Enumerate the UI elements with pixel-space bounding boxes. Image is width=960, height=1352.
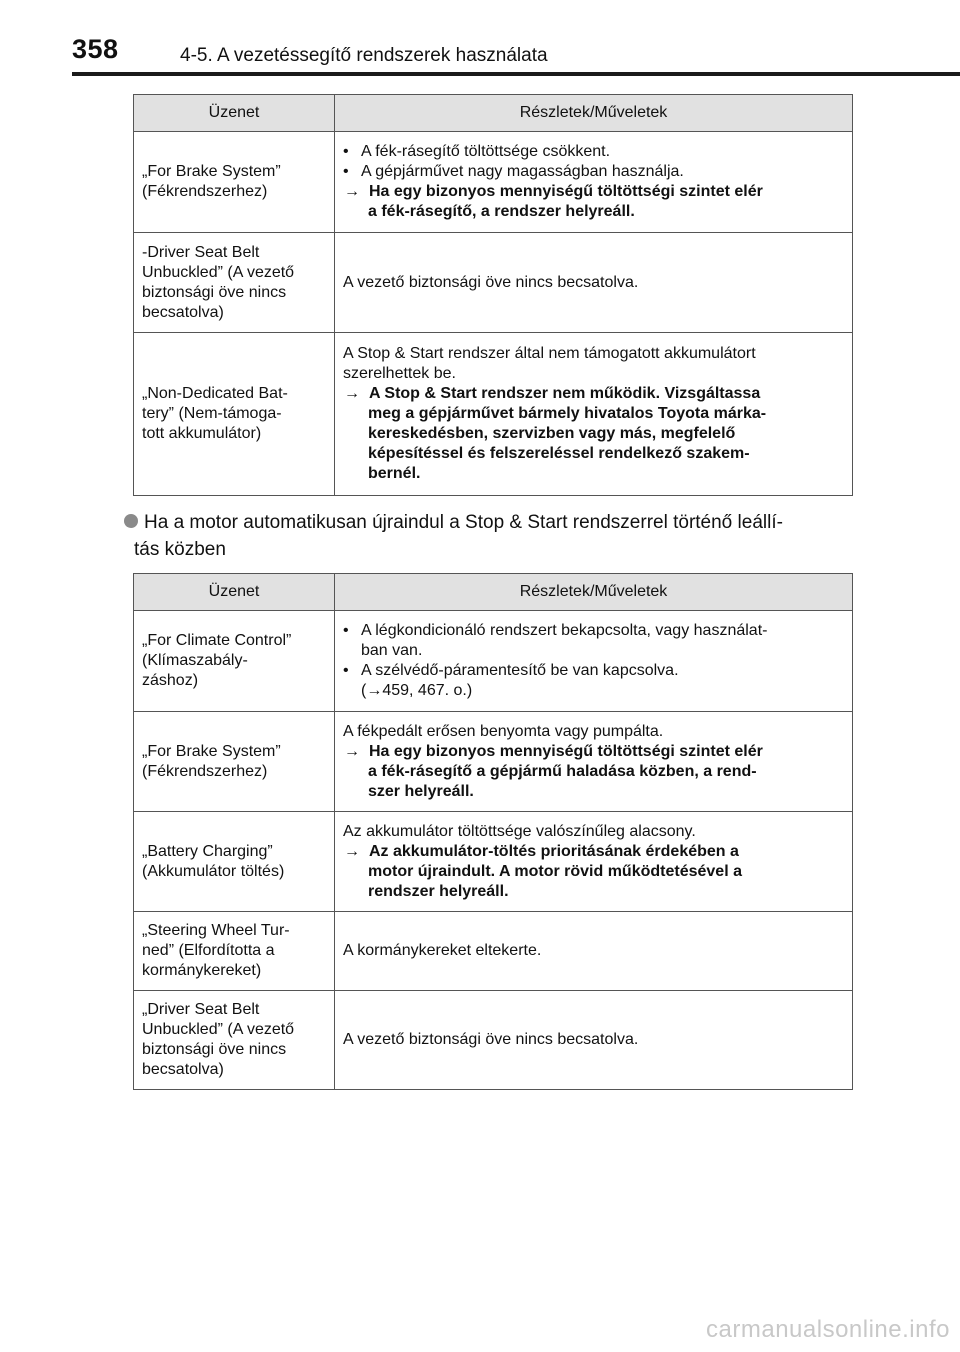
message-line: (Klímaszabály-	[142, 652, 248, 669]
bullet-continuation: ban van.	[361, 642, 423, 659]
message-line: „For Brake System”	[142, 163, 281, 180]
section-title: 4-5. A vezetéssegítő rendszerek használata	[180, 45, 548, 66]
bullet-text: A szélvédő-páramentesítő be van kapcsolva.	[361, 662, 679, 679]
message-line: „Non-Dedicated Bat-	[142, 385, 288, 402]
message-line: „Steering Wheel Tur-	[142, 922, 290, 939]
table-row	[134, 912, 853, 991]
message-line: biztonsági öve nincs	[142, 1041, 287, 1058]
details-cell	[335, 333, 853, 496]
action-line: bernél.	[368, 465, 421, 482]
table-row	[134, 991, 853, 1090]
table-row	[134, 812, 853, 912]
condition-heading	[124, 509, 859, 563]
message-line: „For Brake System”	[142, 742, 281, 760]
arrow-icon: →	[344, 842, 360, 860]
action-text: Ha egy bizonyos mennyiségű töltöttségi szintet elér	[369, 183, 763, 200]
action-line: szer helyreáll.	[368, 782, 474, 800]
detail-text: A kormánykereket eltekerte.	[343, 942, 542, 959]
table-header-row	[134, 95, 853, 132]
action-line: rendszer helyreáll.	[368, 882, 509, 900]
message-line: „For Climate Control”	[142, 632, 292, 649]
table-row	[134, 712, 853, 812]
bullet-text: A gépjárművet nagy magasságban használja.	[361, 163, 684, 180]
arrow-icon: →	[344, 183, 360, 200]
message-line: Unbuckled” (A vezető	[142, 1021, 295, 1038]
details-cell	[335, 233, 853, 333]
action-line: kereskedésben, szervizben vagy más, megfelelő	[368, 425, 736, 442]
details-cell	[335, 812, 853, 912]
details-cell	[335, 712, 853, 812]
watermark: carmanualsonline.info	[706, 1316, 950, 1343]
condition-line	[124, 509, 859, 536]
action-line: motor újraindult. A motor rövid működtetésével a	[368, 862, 742, 880]
action-line: képesítéssel és felszereléssel rendelkező szakem-	[368, 445, 750, 462]
message-line: -Driver Seat Belt	[142, 243, 260, 261]
action-text: A Stop & Start rendszer nem működik. Vizsgáltassa	[369, 385, 761, 402]
column-header-details: Részletek/Műveletek	[335, 95, 853, 132]
detail-line: szerelhettek be.	[343, 365, 456, 382]
message-cell	[134, 132, 335, 233]
table-row	[134, 233, 853, 333]
bullet-item	[343, 661, 844, 681]
bullet-marker: •	[343, 143, 349, 160]
details-cell	[335, 912, 853, 991]
message-line: becsatolva)	[142, 303, 224, 321]
message-table-1	[133, 94, 853, 496]
arrow-icon: →	[344, 385, 360, 402]
page-number: 358	[72, 34, 119, 64]
message-line: becsatolva)	[142, 1061, 224, 1078]
message-line: (Fékrendszerhez)	[142, 762, 268, 780]
bullet-text: A légkondicionáló rendszert bekapcsolta, vagy használat-	[361, 622, 768, 639]
action-item	[343, 742, 844, 762]
action-item	[343, 842, 844, 862]
action-text: Ha egy bizonyos mennyiségű töltöttségi szintet elér	[369, 742, 763, 760]
action-item	[343, 384, 844, 404]
message-line: kormánykereket)	[142, 962, 262, 979]
detail-line: Az akkumulátor töltöttsége valószínűleg alacsony.	[343, 822, 696, 840]
action-item	[343, 182, 844, 202]
detail-line: A Stop & Start rendszer által nem támogatott akkumulátort	[343, 345, 756, 362]
column-header-message: Üzenet	[134, 574, 335, 611]
message-cell	[134, 333, 335, 496]
bullet-item	[343, 162, 844, 182]
bullet-marker: •	[343, 622, 349, 639]
message-line: (Fékrendszerhez)	[142, 183, 268, 200]
message-table-2	[133, 573, 853, 1090]
action-line: a fék-rásegítő, a rendszer helyreáll.	[368, 203, 635, 220]
message-line: záshoz)	[142, 672, 199, 689]
table-row	[134, 611, 853, 712]
bullet-item	[343, 142, 844, 162]
message-cell	[134, 233, 335, 333]
message-line: ned” (Elfordította a	[142, 942, 275, 959]
table-header-row	[134, 574, 853, 611]
condition-text: Ha a motor automatikusan újraindul a Stop & Start rendszerrel történő leállí-	[144, 512, 783, 533]
message-cell	[134, 712, 335, 812]
details-cell	[335, 991, 853, 1090]
table-row	[134, 132, 853, 233]
table-row	[134, 333, 853, 496]
details-cell	[335, 132, 853, 233]
message-line: biztonsági öve nincs	[142, 283, 287, 301]
bullet-item	[343, 621, 844, 641]
action-text: Az akkumulátor-töltés prioritásának érdekében a	[369, 842, 739, 860]
message-cell	[134, 812, 335, 912]
message-line: Unbuckled” (A vezető	[142, 263, 295, 281]
message-line: „Battery Charging”	[142, 842, 273, 860]
message-cell	[134, 991, 335, 1090]
detail-text: A vezető biztonsági öve nincs becsatolva.	[343, 1031, 639, 1048]
message-cell	[134, 611, 335, 712]
arrow-icon: →	[344, 742, 360, 760]
message-line: tery” (Nem-támoga-	[142, 405, 282, 422]
bullet-marker: •	[343, 662, 349, 679]
detail-line: A fékpedált erősen benyomta vagy pumpálta.	[343, 722, 664, 740]
message-cell	[134, 912, 335, 991]
page-reference: (→459, 467. o.)	[361, 682, 473, 699]
bullet-text: A fék-rásegítő töltöttsége csökkent.	[361, 143, 611, 160]
action-line: a fék-rásegítő a gépjármű haladása közben, a rend-	[368, 762, 757, 780]
details-cell	[335, 611, 853, 712]
action-line: meg a gépjárművet bármely hivatalos Toyota márka-	[368, 405, 767, 422]
message-line: „Driver Seat Belt	[142, 1001, 260, 1018]
bullet-marker: •	[343, 163, 349, 180]
column-header-details: Részletek/Műveletek	[335, 574, 853, 611]
bullet-dot-icon	[124, 514, 138, 528]
header-rule	[72, 72, 960, 76]
message-line: (Akkumulátor töltés)	[142, 862, 285, 880]
message-line: tott akkumulátor)	[142, 425, 262, 442]
column-header-message: Üzenet	[134, 95, 335, 132]
detail-text: A vezető biztonsági öve nincs becsatolva.	[343, 273, 639, 291]
condition-line: tás közben	[134, 539, 226, 560]
